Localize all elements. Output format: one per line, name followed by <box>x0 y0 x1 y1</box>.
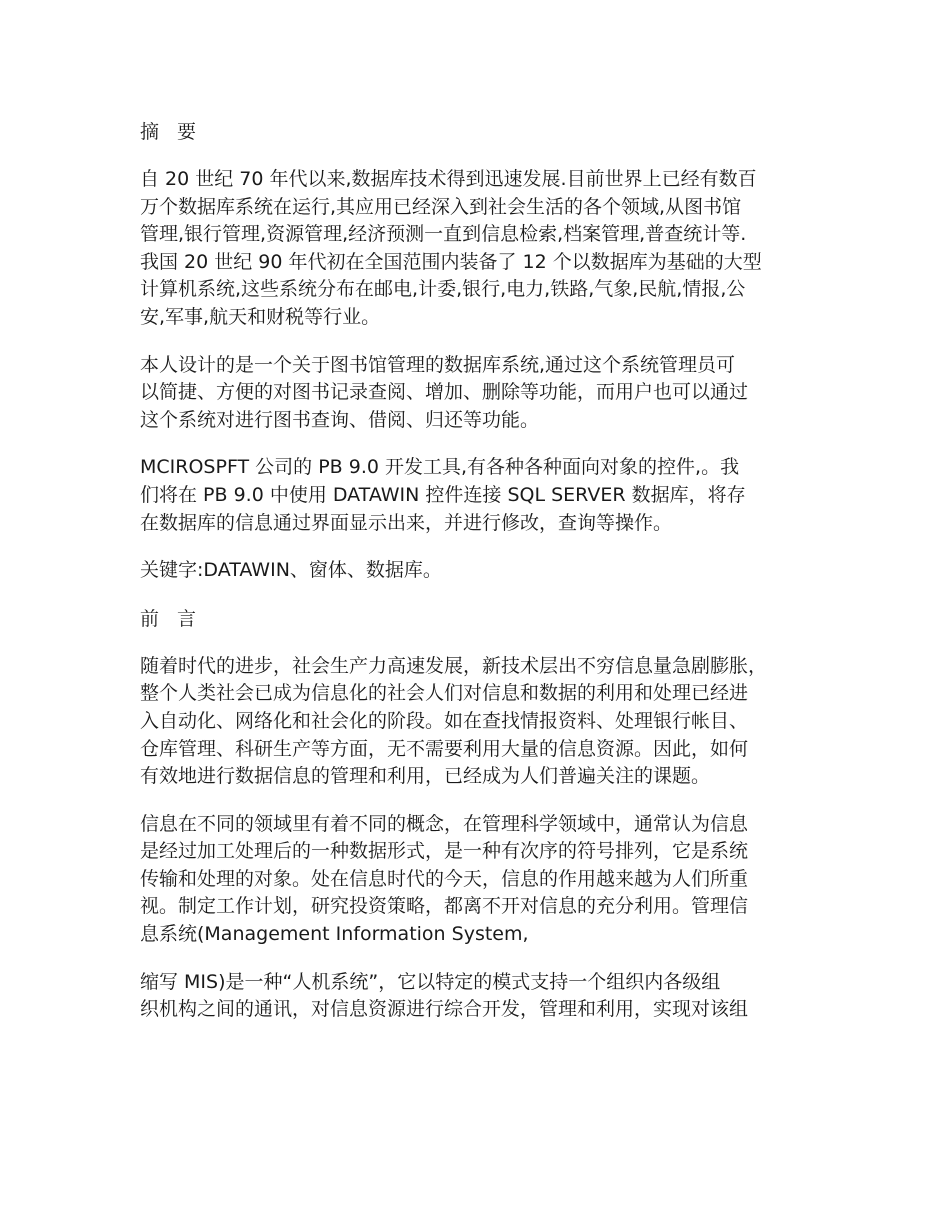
text-line: 自 20 世纪 70 年代以来,数据库技术得到迅速发展.目前世界上已经有数百 <box>140 168 757 190</box>
text-line: 安,军事,航天和财税等行业。 <box>140 305 381 328</box>
text-line: 传输和处理的对象。处在信息时代的今天，信息的作用越来越为人们所重 <box>140 867 749 890</box>
text-line: 万个数据库系统在运行,其应用已经深入到社会生活的各个领域,从图书馆 <box>140 195 742 218</box>
text-line: 入自动化、网络化和社会化的阶段。如在查找情报资料、处理银行帐目、 <box>140 709 749 732</box>
text-line: 在数据库的信息通过界面显示出来，并进行修改，查询等操作。 <box>140 511 673 534</box>
text-line: 们将在 PB 9.0 中使用 DATAWIN 控件连接 SQL SERVER 数据库，将存 <box>140 483 746 506</box>
text-line: 信息在不同的领域里有着不同的概念，在管理科学领域中，通常认为信息 <box>140 812 749 835</box>
abstract-paragraph-2 <box>140 352 830 435</box>
preface-paragraph-3 <box>140 969 830 1024</box>
abstract-paragraph-1 <box>140 166 830 332</box>
preface-paragraph-2 <box>140 811 830 949</box>
text-line: MCIROSPFT 公司的 PB 9.0 开发工具,有各种各种面向对象的控件,。我 <box>140 456 740 479</box>
document-page <box>140 118 830 1044</box>
abstract-paragraph-3 <box>140 454 830 537</box>
text-line: 以简捷、方便的对图书记录查阅、增加、删除等功能，而用户也可以通过 <box>140 381 749 404</box>
preface-heading: 前 言 <box>140 607 203 630</box>
text-line: 有效地进行数据信息的管理和利用，已经成为人们普遍关注的课题。 <box>140 765 711 788</box>
text-line: 管理,银行管理,资源管理,经济预测一直到信息检索,档案管理,普查统计等. <box>140 223 747 246</box>
keywords-line: 关键字:DATAWIN、窗体、数据库。 <box>140 559 442 582</box>
text-line: 织机构之间的通讯，对信息资源进行综合开发，管理和利用，实现对该组 <box>140 998 749 1021</box>
keywords-paragraph <box>140 557 830 585</box>
text-line: 这个系统对进行图书查询、借阅、归还等功能。 <box>140 408 540 431</box>
text-line: 息系统(Management Information System, <box>140 923 529 946</box>
text-line: 本人设计的是一个关于图书馆管理的数据库系统,通过这个系统管理员可 <box>140 353 736 376</box>
text-line: 缩写 MIS)是一种“人机系统”，它以特定的模式支持一个组织内各级组 <box>140 970 721 993</box>
text-line: 随着时代的进步，社会生产力高速发展，新技术层出不穷信息量急剧膨胀， <box>140 654 768 677</box>
text-line: 我国 20 世纪 90 年代初在全国范围内装备了 12 个以数据库为基础的大型 <box>140 250 762 273</box>
text-line: 是经过加工处理后的一种数据形式，是一种有次序的符号排列，它是系统 <box>140 840 749 863</box>
text-line: 整个人类社会已成为信息化的社会人们对信息和数据的利用和处理已经进 <box>140 682 749 705</box>
text-line: 计算机系统,这些系统分布在邮电,计委,银行,电力,铁路,气象,民航,情报,公 <box>140 278 746 301</box>
abstract-heading: 摘 要 <box>140 121 203 143</box>
text-line: 视。制定工作计划，研究投资策略，都离不开对信息的充分利用。管理信 <box>140 895 749 918</box>
text-line: 仓库管理、科研生产等方面，无不需要利用大量的信息资源。因此，如何 <box>140 737 749 760</box>
preface-paragraph-1 <box>140 653 830 791</box>
